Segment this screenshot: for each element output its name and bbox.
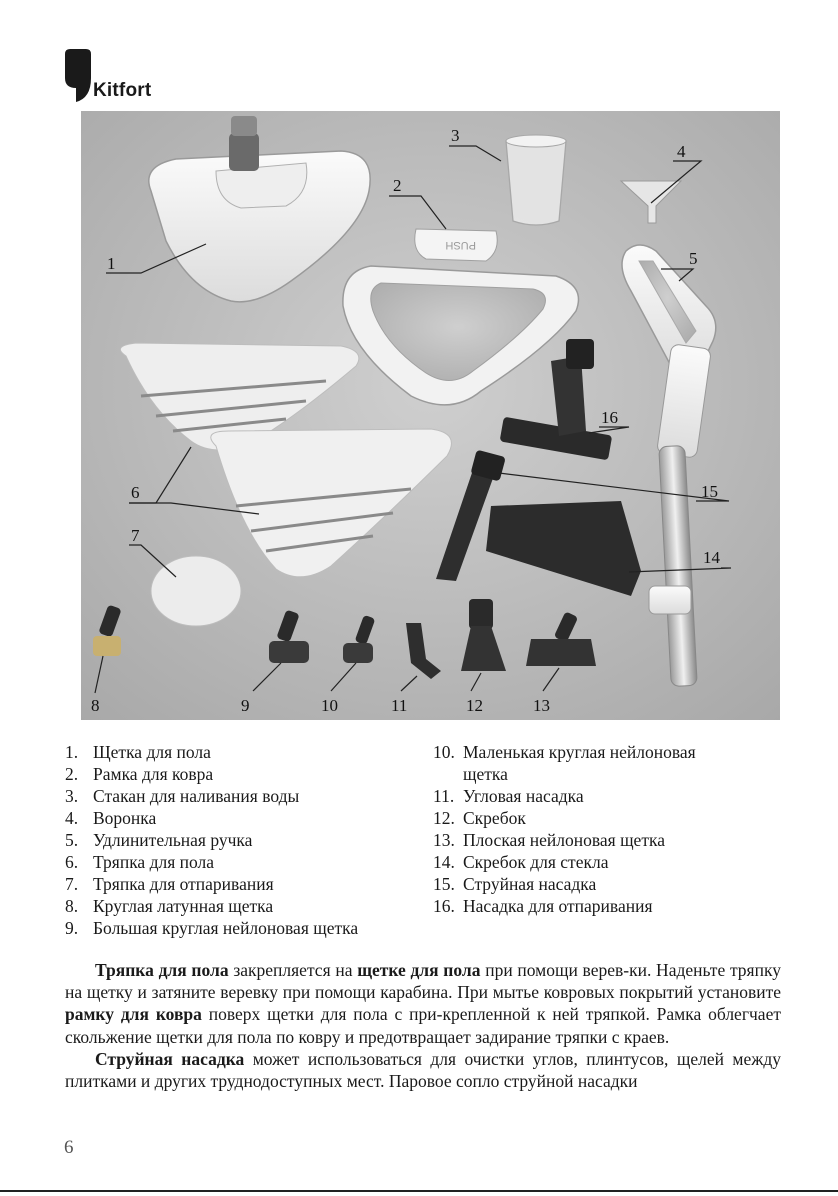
legend-item: 8. Круглая латунная щетка: [65, 896, 274, 916]
callout-5: 5: [689, 249, 698, 268]
legend-item: 15. Струйная насадка: [433, 874, 597, 894]
legend-item: 6. Тряпка для пола: [65, 852, 215, 872]
callout-8: 8: [91, 696, 100, 715]
legend-item: 3. Стакан для наливания воды: [65, 786, 300, 806]
callout-10: 10: [321, 696, 338, 715]
callout-11: 11: [391, 696, 408, 715]
legend-item: 11. Угловая насадка: [433, 786, 584, 806]
legend-item: 2. Рамка для ковра: [65, 764, 214, 784]
legend-item: 7. Тряпка для отпаривания: [65, 874, 274, 894]
callout-6: 6: [131, 483, 140, 502]
legend-item: 5. Удлинительная ручка: [65, 830, 253, 850]
callout-15: 15: [701, 482, 718, 501]
frame-push-text: PUSH: [445, 239, 476, 251]
callout-16: 16: [601, 408, 618, 427]
legend-item: 10. Маленькая круглая нейлоновая: [433, 742, 696, 762]
bottom-rule: [0, 1190, 838, 1192]
legend-item: 13. Плоская нейлоновая щетка: [433, 830, 665, 850]
callout-2: 2: [393, 176, 402, 195]
legend-item: 4. Воронка: [65, 808, 157, 828]
body-text: [65, 959, 781, 1092]
callout-7: 7: [131, 526, 140, 545]
paragraph: Струйная насадка может использоваться для очистки углов, плинтусов, щелей между плитками и других труднодоступных мест. Паровое сопло струйной насадки: [65, 1048, 781, 1092]
callout-14: 14: [703, 548, 720, 567]
callout-9: 9: [241, 696, 250, 715]
legend-left: [65, 741, 358, 939]
legend-item: 9. Большая круглая нейлоновая щетка: [65, 918, 359, 938]
product-accessories-photo: [81, 111, 780, 720]
callout-12: 12: [466, 696, 483, 715]
legend-item: 1. Щетка для пола: [65, 742, 211, 762]
legend-item: 12. Скребок: [433, 808, 526, 828]
callout-13: 13: [533, 696, 550, 715]
brand-name: Kitfort: [93, 80, 152, 101]
measuring-cup: [506, 141, 566, 225]
page-number: 6: [64, 1137, 74, 1158]
callout-4: 4: [677, 142, 686, 161]
callout-1: 1: [107, 254, 116, 273]
legend-right: [433, 741, 696, 917]
paragraph: Тряпка для пола закрепляется на щетке для пола при помощи верев-ки. Наденьте тряпку на щетку и затяните веревку при помощи карабина. При мытье ковровых покрытий установите рамку для ковра поверх щетки для пола с при-крепленной к ней тряпкой. Рамка облегчает скольжение щетки для пола по ковру и предотвращает задирание тряпки с краев.: [65, 960, 781, 1047]
legend-item: 14. Скребок для стекла: [433, 852, 609, 872]
callout-3: 3: [451, 126, 460, 145]
legend-item-continuation: щетка: [463, 764, 508, 784]
legend-item: 16. Насадка для отпаривания: [433, 896, 653, 916]
